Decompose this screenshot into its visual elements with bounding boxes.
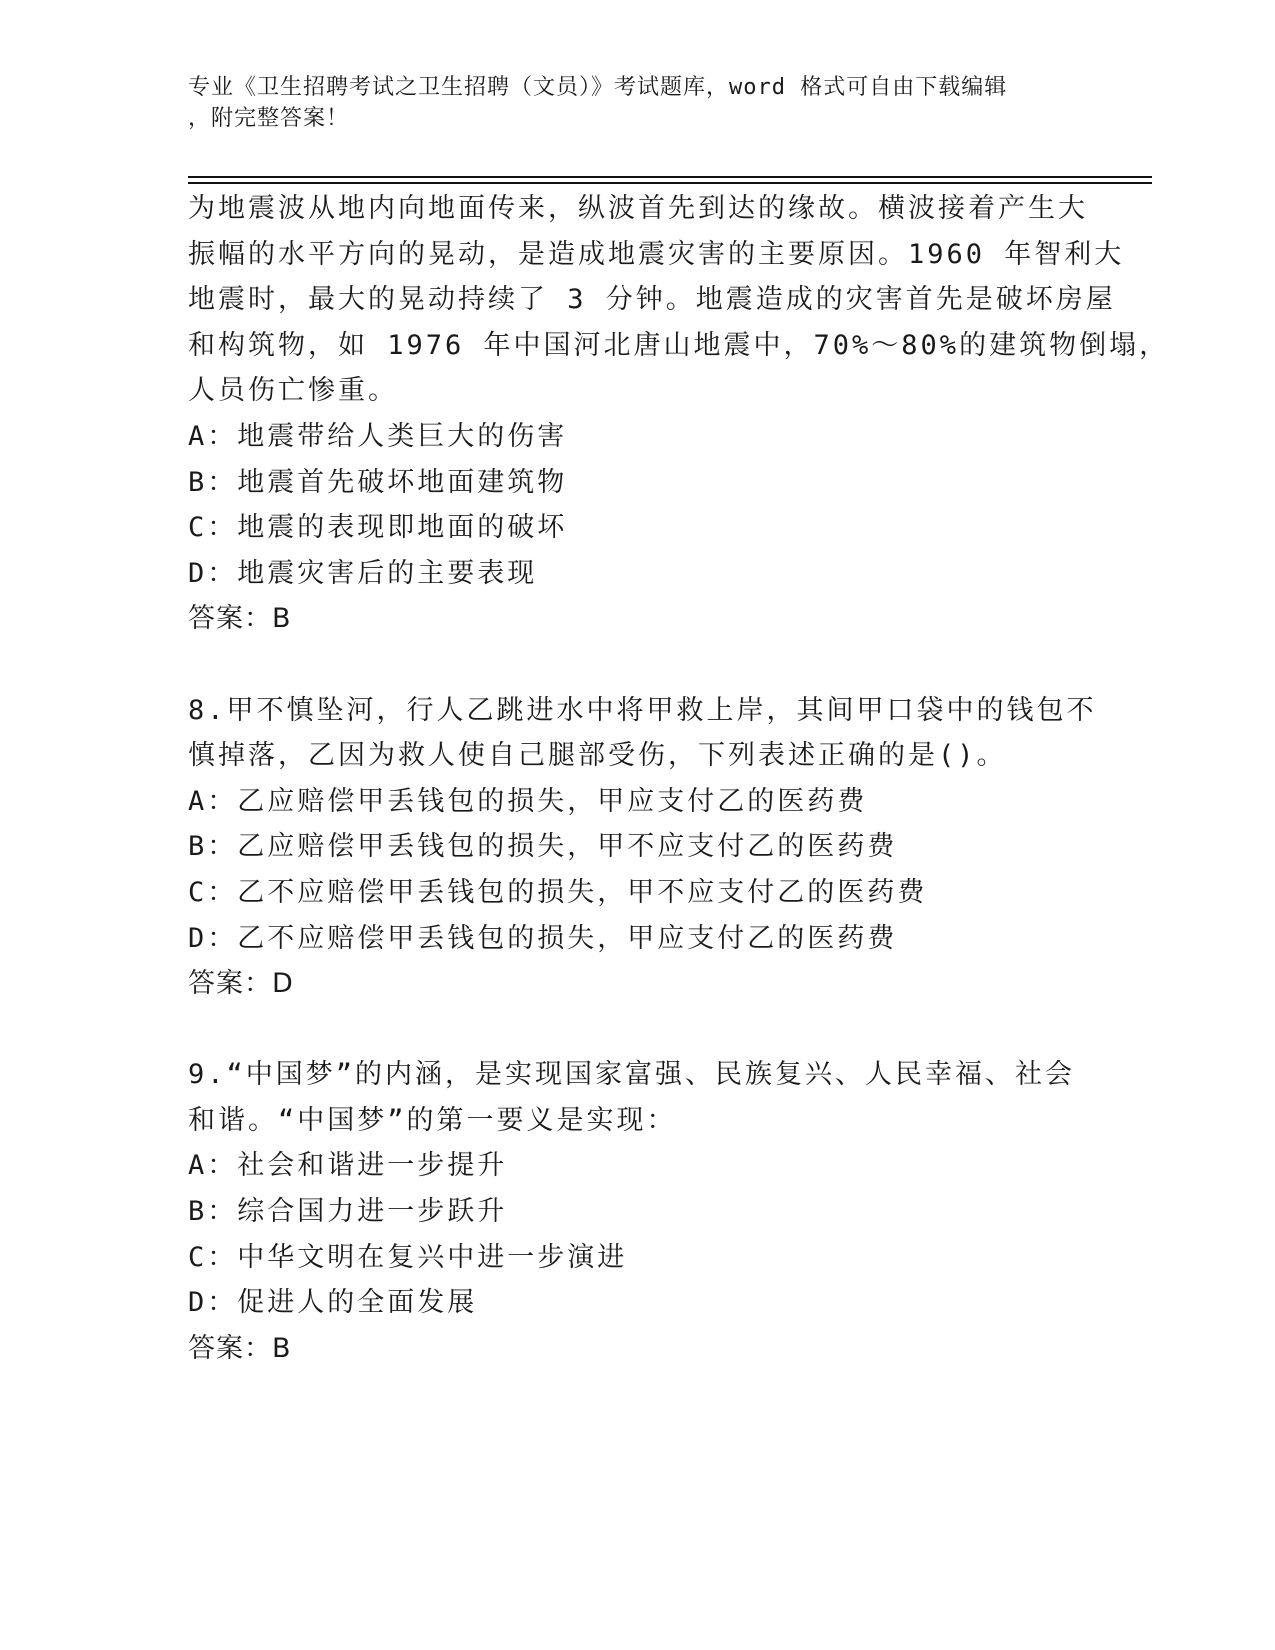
- question-text-line: 慎掉落，乙因为救人使自己腿部受伤，下列表述正确的是()。: [188, 740, 1007, 772]
- option-a: A：社会和谐进一步提升: [188, 1150, 508, 1182]
- option-d: D：促进人的全面发展: [188, 1287, 478, 1319]
- spacer: [188, 1007, 1088, 1053]
- question-text-line: 为地震波从地内向地面传来，纵波首先到达的缘故。横波接着产生大: [188, 193, 1088, 224]
- question-text-line: 和谐。“中国梦”的第一要义是实现：: [188, 1104, 677, 1136]
- option-b: B：地震首先破坏地面建筑物: [188, 466, 568, 498]
- option-a: A：乙应赔偿甲丢钱包的损失，甲应支付乙的医药费: [188, 785, 868, 817]
- option-d: D：地震灾害后的主要表现: [188, 557, 538, 589]
- question-text-line: 8.甲不慎坠河，行人乙跳进水中将甲救上岸，其间甲口袋中的钱包不: [188, 694, 1097, 726]
- option-a: A：地震带给人类巨大的伤害: [188, 420, 568, 452]
- question-text-line: 9.“中国梦”的内涵，是实现国家富强、民族复兴、人民幸福、社会: [188, 1059, 1076, 1091]
- option-b: B：乙应赔偿甲丢钱包的损失，甲不应支付乙的医药费: [188, 831, 898, 863]
- option-c: C：地震的表现即地面的破坏: [188, 512, 568, 544]
- document-body: [188, 186, 1170, 1371]
- header-rule-bottom: [188, 182, 1152, 184]
- question-text-line: 和构筑物，如 1976 年中国河北唐山地震中，70%～80%的建筑物倒塌，: [188, 329, 1170, 361]
- question-text-line: 人员伤亡惨重。: [188, 375, 398, 407]
- spacer: [188, 642, 1088, 688]
- page-header: [188, 72, 1068, 134]
- question-7: [188, 186, 1170, 642]
- question-9: [188, 1052, 1088, 1371]
- question-8: [188, 688, 1097, 1007]
- question-text-line: 地震时，最大的晃动持续了 3 分钟。地震造成的灾害首先是破坏房屋: [188, 284, 1116, 316]
- answer-line: 答案：B: [188, 1332, 292, 1364]
- answer-line: 答案：B: [188, 603, 292, 635]
- question-text-line: 振幅的水平方向的晃动，是造成地震灾害的主要原因。1960 年智利大: [188, 238, 1125, 270]
- header-rule-top: [188, 176, 1152, 178]
- option-b: B：综合国力进一步跃升: [188, 1196, 508, 1228]
- answer-line: 答案：D: [188, 968, 294, 1000]
- header-line-1: 专业《卫生招聘考试之卫生招聘（文员）》考试题库，word 格式可自由下载编辑: [188, 75, 1008, 100]
- option-c: C：乙不应赔偿甲丢钱包的损失，甲不应支付乙的医药费: [188, 876, 928, 908]
- option-c: C：中华文明在复兴中进一步演进: [188, 1241, 628, 1273]
- header-line-2: ，附完整答案！: [188, 106, 350, 131]
- option-d: D：乙不应赔偿甲丢钱包的损失，甲应支付乙的医药费: [188, 922, 898, 954]
